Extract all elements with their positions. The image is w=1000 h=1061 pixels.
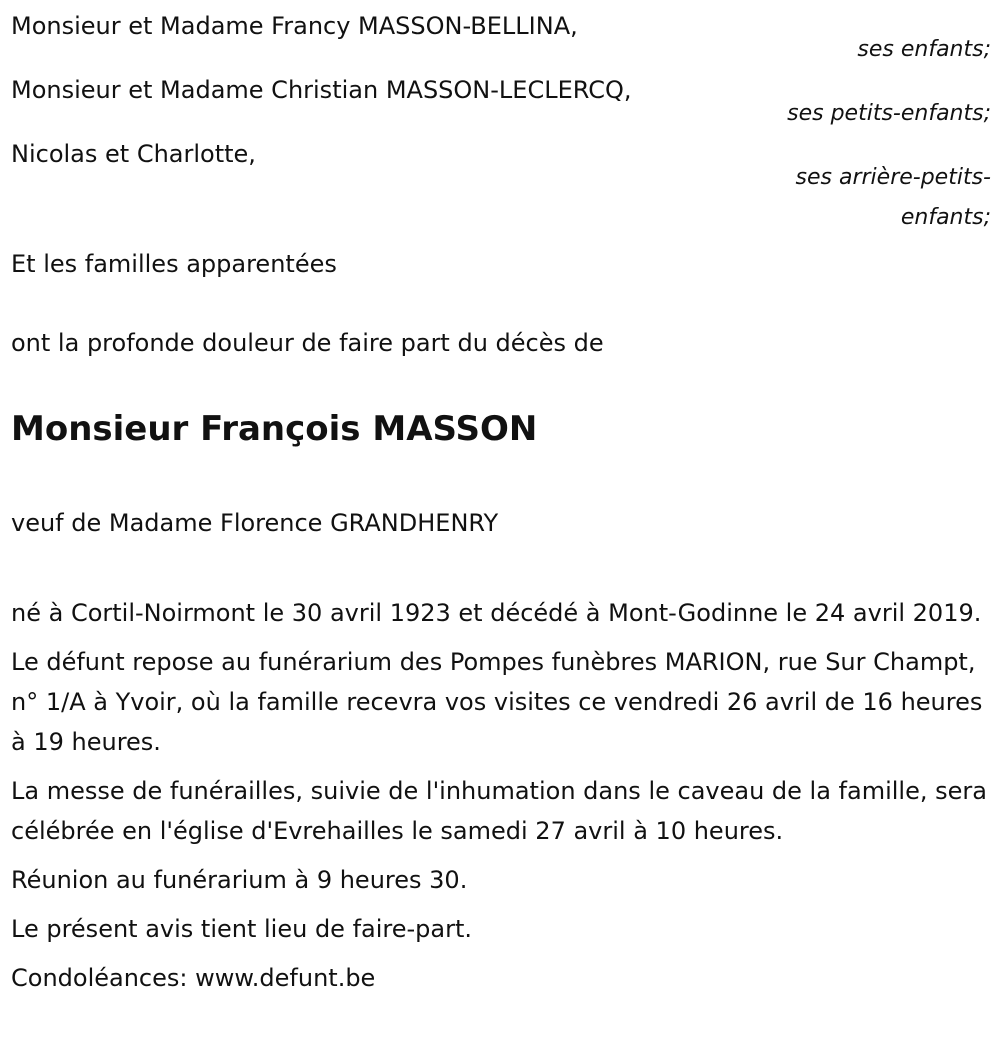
funeral-paragraph: La messe de funérailles, suivie de l'inhumation dans le caveau de la famille, sera célébrée en l'église d'Evrehailles le samedi 27 avril à 10 heures. xyxy=(11,777,987,845)
family-row xyxy=(11,72,991,136)
family-relation: ses petits-enfants; xyxy=(787,101,991,126)
family-relation: ses enfants; xyxy=(857,37,991,62)
family-row xyxy=(11,8,991,72)
notice-line: Le présent avis tient lieu de faire-part. xyxy=(11,915,473,943)
widower-of-line: veuf de Madame Florence GRANDHENRY xyxy=(11,509,499,537)
family-relation: ses arrière-petits-enfants; xyxy=(795,165,991,230)
birth-death-paragraph: né à Cortil-Noirmont le 30 avril 1923 et décédé à Mont-Godinne le 24 avril 2019. xyxy=(11,599,982,627)
announcement-line: ont la profonde douleur de faire part du décès de xyxy=(11,329,604,357)
family-member-name: Nicolas et Charlotte, xyxy=(11,140,256,168)
deceased-name: Monsieur François MASSON xyxy=(11,409,538,449)
death-notice xyxy=(11,8,991,998)
family-row xyxy=(11,136,991,234)
condolences-line: Condoléances: www.defunt.be xyxy=(11,964,376,992)
visitation-paragraph: Le défunt repose au funérarium des Pompes funèbres MARION, rue Sur Champt, n° 1/A à Yvoir, où la famille recevra vos visites ce vendredi 26 avril de 16 heures à 19 heures. xyxy=(11,648,983,756)
relatives-line: Et les familles apparentées xyxy=(11,250,337,278)
meeting-line: Réunion au funérarium à 9 heures 30. xyxy=(11,866,468,894)
family-member-name: Monsieur et Madame Christian MASSON-LECLERCQ, xyxy=(11,76,632,104)
family-member-name: Monsieur et Madame Francy MASSON-BELLINA, xyxy=(11,12,578,40)
